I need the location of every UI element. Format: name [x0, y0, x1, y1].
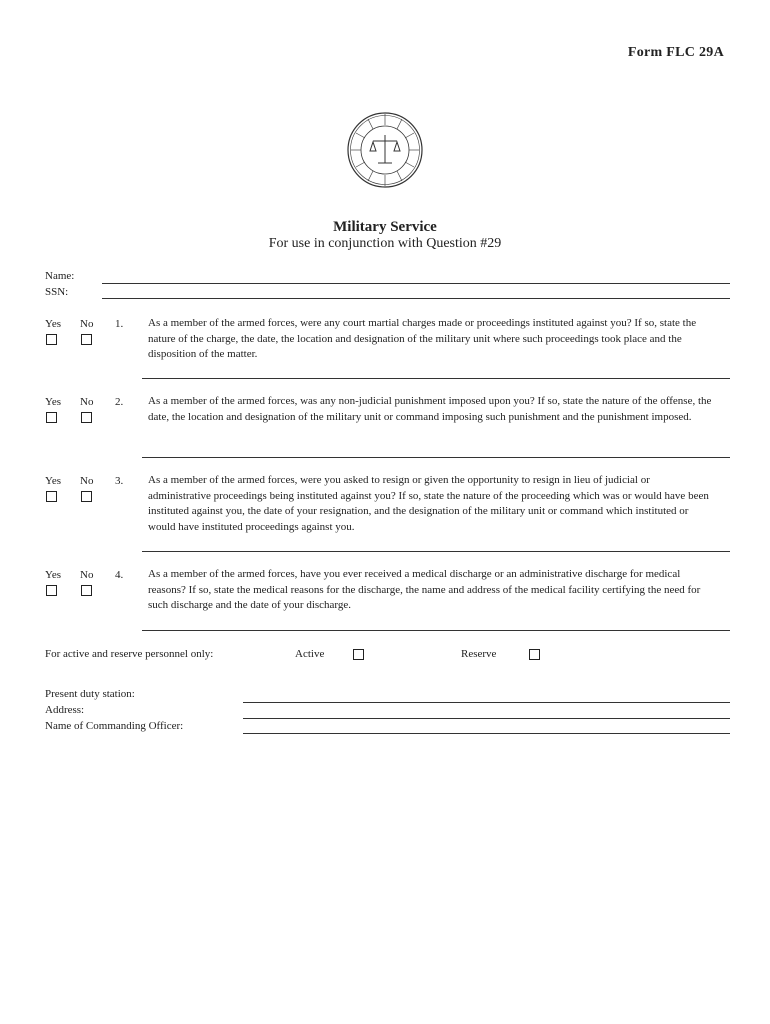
- q3-answer-line[interactable]: [142, 551, 730, 552]
- q4-text: As a member of the armed forces, have you ever received a medical discharge or an administrative discharge for medical reasons? If so, state the medical reasons for the discharge, the name and address of the medical facility certifying the need for such discharge and the date of your discharge.: [148, 568, 701, 612]
- q2-answer-line[interactable]: [142, 457, 730, 458]
- duty-station-label: Present duty station:: [45, 688, 135, 700]
- q1-yes-checkbox[interactable]: [46, 334, 57, 345]
- q2-yes-checkbox[interactable]: [46, 412, 57, 423]
- q1-no-checkbox[interactable]: [81, 334, 92, 345]
- q1-yes-label: Yes: [45, 318, 62, 330]
- commanding-officer-field[interactable]: [243, 733, 730, 734]
- q3-yes-label: Yes: [45, 475, 62, 487]
- address-field[interactable]: [243, 718, 730, 719]
- q3-text: As a member of the armed forces, were you asked to resign or given the opportunity to resign in lieu of judicial or administrative proceedings being instituted against you? If so, state the nature of the proceeding which was or would have been instituted against you, the date of your resignation, and the designation of the military unit or command which instituted or would have instituted proceedings against you.: [148, 474, 709, 534]
- address-label: Address:: [45, 704, 85, 716]
- state-seal-icon: [346, 111, 424, 189]
- form-number: Form FLC 29A: [627, 45, 724, 60]
- q2-text: As a member of the armed forces, was any non-judicial punishment imposed upon you? If so, state the nature of the offense, the date, the location and designation of the military unit or command imposing such punishment and the punishment imposed.: [148, 395, 712, 423]
- q4-no-label: No: [80, 569, 94, 581]
- q1-no-label: No: [80, 318, 94, 330]
- page-title: Military Service: [333, 219, 437, 235]
- q3-no-label: No: [80, 475, 94, 487]
- personnel-prompt: For active and reserve personnel only:: [45, 648, 214, 660]
- q2-no-checkbox[interactable]: [81, 412, 92, 423]
- page-subtitle: For use in conjunction with Question #29: [268, 236, 502, 251]
- commanding-officer-label: Name of Commanding Officer:: [45, 720, 184, 732]
- q3-yes-checkbox[interactable]: [46, 491, 57, 502]
- active-checkbox[interactable]: [353, 649, 364, 660]
- q4-yes-label: Yes: [45, 569, 62, 581]
- reserve-checkbox[interactable]: [529, 649, 540, 660]
- q4-answer-line[interactable]: [142, 630, 730, 631]
- q2-no-label: No: [80, 396, 94, 408]
- q4-yes-checkbox[interactable]: [46, 585, 57, 596]
- active-label: Active: [295, 648, 325, 660]
- q1-number: 1.: [115, 318, 124, 330]
- q3-no-checkbox[interactable]: [81, 491, 92, 502]
- duty-station-field[interactable]: [243, 702, 730, 703]
- q4-no-checkbox[interactable]: [81, 585, 92, 596]
- q2-number: 2.: [115, 396, 124, 408]
- ssn-label: SSN:: [45, 286, 69, 298]
- q1-text: As a member of the armed forces, were any court martial charges made or proceedings instituted against you? If so, state the nature of the charge, the date, the location and designation of the military unit where such proceedings took place and the disposition of the matter.: [148, 317, 697, 361]
- reserve-label: Reserve: [461, 648, 497, 660]
- ssn-field[interactable]: [102, 298, 730, 299]
- q1-answer-line[interactable]: [142, 378, 730, 379]
- q2-yes-label: Yes: [45, 396, 62, 408]
- name-label: Name:: [45, 270, 75, 282]
- q4-number: 4.: [115, 569, 124, 581]
- q3-number: 3.: [115, 475, 124, 487]
- name-field[interactable]: [102, 283, 730, 284]
